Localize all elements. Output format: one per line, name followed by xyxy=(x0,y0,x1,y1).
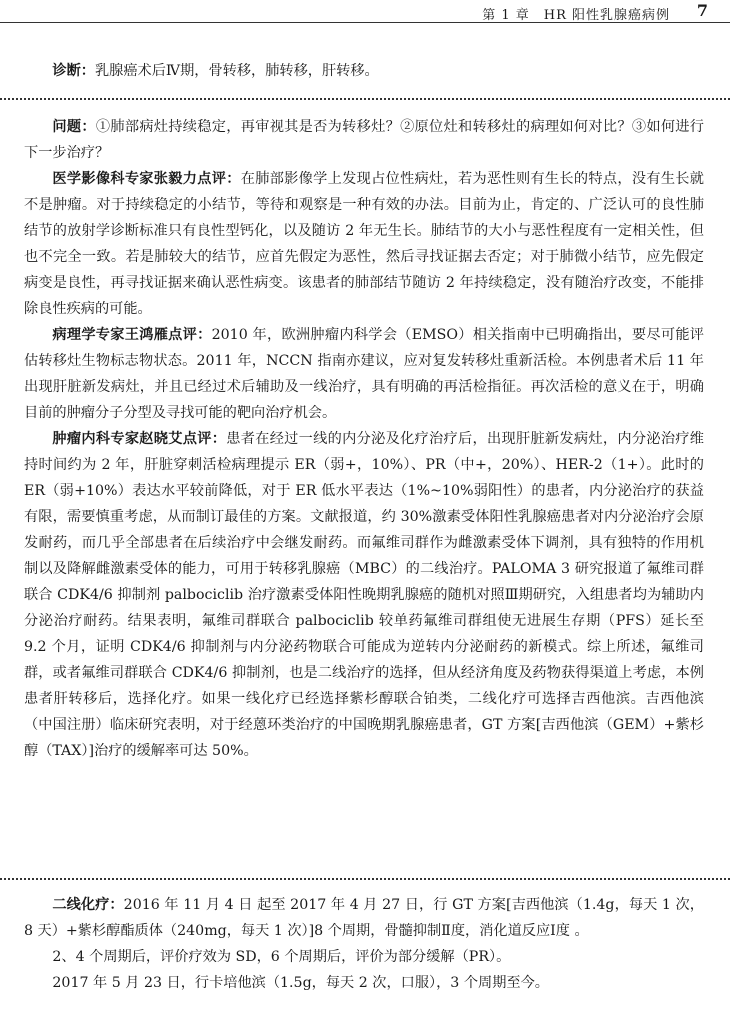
question-label: 问题： xyxy=(52,119,96,135)
treatment-line: 2、4 个周期后，评价疗效为 SD，6 个周期后，评价为部分缓解（PR）。 xyxy=(52,949,511,965)
pathology-comment-text: 2010 年，欧洲肿瘤内科学会（EMSO）相关指南中已明确指出，要尽可能评估转移灶生物标志物状态。2011 年，NCCN 指南亦建议，应对复发转移灶重新活检。本例患者术后 11 年出现肝脏新发病灶，并且已经过术后辅助及一线治疗，具有明确的再活检指征。再次活检的意义在于，明确目前的肿瘤分子分型及寻找可能的靶向治疗机会。 xyxy=(24,327,704,421)
treatment-section xyxy=(24,892,704,996)
diagnosis-section xyxy=(24,58,704,84)
imaging-comment-text: 在肺部影像学上发现占位性病灶，若为恶性则有生长的特点，没有生长就不是肿瘤。对于持续稳定的小结节，等待和观察是一种有效的办法。目前为止，肯定的、广泛认可的良性肺结节的放射学诊断标准只有良性型钙化，以及随访 2 年无生长。肺结节的大小与恶性程度有一定相关性，但也不完全一致。若是肺较大的结节，应首先假定为恶性，然后寻找证据去否定；对于肺微小结节，应先假定病变是良性，再寻找证据来确认恶性病变。该患者的肺部结节随访 2 年持续稳定，没有随治疗改变，不能排除良性疾病的可能。 xyxy=(24,171,704,317)
diagnosis-text: 乳腺癌术后Ⅳ期，骨转移，肺转移，肝转移。 xyxy=(94,63,379,79)
diagnosis-paragraph xyxy=(24,58,704,84)
oncology-comment-label: 肿瘤内科专家赵晓艾点评： xyxy=(52,431,227,447)
running-header xyxy=(0,0,730,23)
imaging-comment xyxy=(24,166,704,322)
treatment-text: 2016 年 11 月 4 日 起至 2017 年 4 月 27 日，行 GT 方案[吉西他滨（1.4g，每天 1 次，8 天）+紫杉醇酯质体（240mg，每天 1 次）]8 个周期，骨髓抑制Ⅱ度，消化道反应Ⅰ度 。 xyxy=(24,897,704,939)
dotted-divider xyxy=(0,878,730,880)
question-paragraph xyxy=(24,114,704,166)
oncology-comment-text: 患者在经过一线的内分泌及化疗治疗后，出现肝脏新发病灶，内分泌治疗维持时间约为 2 年，肝脏穿刺活检病理提示 ER（弱+，10%）、PR（中+，20%）、HER-2（1+）。此时的 ER（弱+10%）表达水平较前降低，对于 ER 低水平表达（1%~10%弱阳性）的患者，内分泌治疗的获益有限，需要慎重考虑，从而制订最佳的方案。文献报道，约 30%激素受体阳性乳腺癌患者对内分泌治疗会原发耐药，而几乎全部患者在后续治疗中会继发耐药。而氟维司群作为雌激素受体下调剂，具有独特的作用机制以及降解雌激素受体的能力，可用于转移乳腺癌（MBC）的二线治疗。PALOMA 3 研究报道了氟维司群联合 CDK4/6 抑制剂 palbociclib 治疗激素受体阳性晚期乳腺癌的随机对照Ⅲ期研究，入组患者均为辅助内分泌治疗耐药。结果表明，氟维司群联合 palbociclib 较单药氟维司群组使无进展生存期（PFS）延长至 9.2 个月，证明 CDK4/6 抑制剂与内分泌药物联合可能成为逆转内分泌耐药的新模式。综上所述，氟维司群，或者氟维司群联合 CDK4/6 抑制剂，也是二线治疗的选择，但从经济角度及药物获得渠道上考虑，本例患者肝转移后，选择化疗。如果一线化疗已经选择紫杉醇联合铂类，二线化疗可选择吉西他滨。吉西他滨（中国注册）临床研究表明，对于经蒽环类治疗的中国晚期乳腺癌患者，GT 方案[吉西他滨（GEM）+紫杉醇（TAX）]治疗的缓解率可达 50%。 xyxy=(24,431,704,759)
pathology-comment xyxy=(24,322,704,426)
imaging-comment-label: 医学影像科专家张毅力点评： xyxy=(52,171,241,187)
question-text: ①肺部病灶持续稳定，再审视其是否为转移灶？②原位灶和转移灶的病理如何对比？③如何进行下一步治疗？ xyxy=(24,119,704,161)
diagnosis-label: 诊断： xyxy=(52,63,95,79)
treatment-paragraph xyxy=(24,892,704,944)
pathology-comment-label: 病理学专家王鸿雁点评： xyxy=(52,327,212,343)
treatment-line: 2017 年 5 月 23 日，行卡培他滨（1.5g，每天 2 次，口服），3 个周期至今。 xyxy=(52,975,549,991)
dotted-divider xyxy=(0,98,730,100)
page-number: 7 xyxy=(696,1,708,20)
chapter-title: 第 1 章 HR 阳性乳腺癌病例 xyxy=(482,8,670,23)
discussion-section xyxy=(24,114,704,764)
treatment-label: 二线化疗： xyxy=(52,897,124,913)
oncology-comment xyxy=(24,426,704,764)
